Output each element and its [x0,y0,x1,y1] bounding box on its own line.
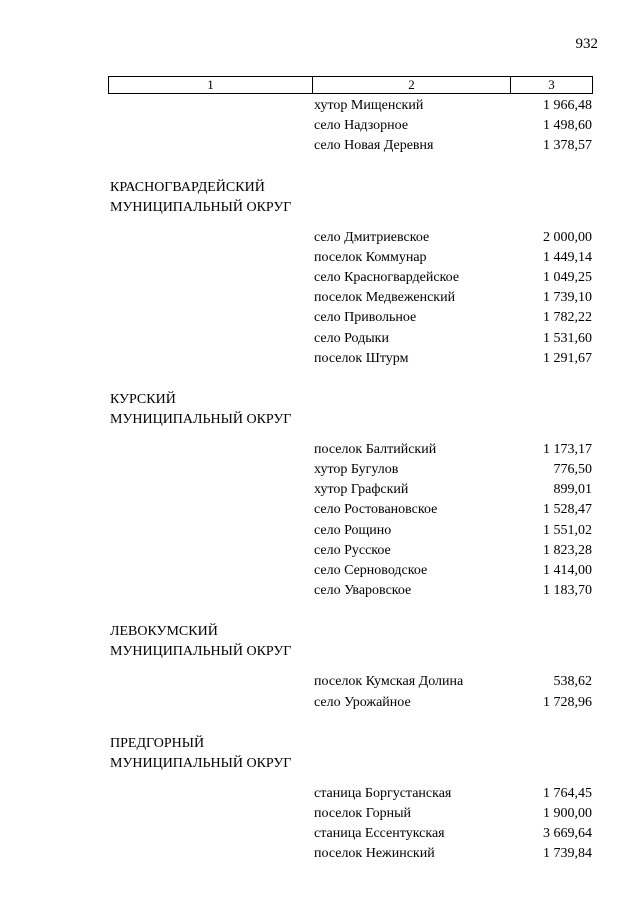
settlement-name: поселок Медвеженский [314,290,456,306]
settlement-name: село Уваровское [314,583,412,599]
settlement-value: 1 782,22 [543,310,592,326]
column-header-1: 1 [109,77,313,94]
settlement-name: станица Боргустанская [314,785,452,801]
settlement-row [0,693,640,713]
district-name: ЛЕВОКУМСКИЙ [110,624,218,640]
settlement-name: поселок Балтийский [314,441,437,457]
district-type: МУНИЦИПАЛЬНЫЙ ОКРУГ [110,644,292,660]
settlement-name: село Рощино [314,522,392,538]
column-header-3: 3 [511,77,593,94]
settlement-value: 1 739,84 [543,846,592,862]
district-type: МУНИЦИПАЛЬНЫЙ ОКРУГ [110,755,292,771]
settlement-name: поселок Нежинский [314,846,435,862]
district-section [0,178,640,369]
settlement-value: 1 764,45 [543,785,592,801]
settlement-row [0,248,640,268]
district-section [0,622,640,712]
settlement-row [0,784,640,804]
settlement-value: 2 000,00 [543,229,592,245]
document-content [0,96,640,865]
settlement-name: село Новая Деревня [314,138,434,154]
settlement-row [0,460,640,480]
settlement-value: 1 531,60 [543,330,592,346]
districts [0,157,640,865]
settlement-name: поселок Коммунар [314,249,427,265]
settlement-row [0,804,640,824]
settlement-row [0,116,640,136]
settlement-value: 1 551,02 [543,522,592,538]
settlement-name: село Надзорное [314,118,409,134]
settlement-row [0,288,640,308]
settlement-name: поселок Горный [314,805,411,821]
settlement-name: хутор Бугулов [314,462,399,478]
settlement-value: 1 378,57 [543,138,592,154]
district-name: КУРСКИЙ [110,391,176,407]
column-header-row [109,77,593,94]
settlement-value: 1 739,10 [543,290,592,306]
district-section [0,390,640,602]
district-type: МУНИЦИПАЛЬНЫЙ ОКРУГ [110,199,292,215]
settlement-value: 1 900,00 [543,805,592,821]
settlement-row [0,581,640,601]
settlement-name: село Ростовановское [314,502,438,518]
settlement-value: 1 498,60 [543,118,592,134]
page-number: 932 [575,36,598,52]
settlement-name: село Русское [314,542,391,558]
district-section [0,734,640,865]
district-name: КРАСНОГВАРДЕЙСКИЙ [110,179,265,195]
settlement-row [0,480,640,500]
district-heading [110,622,640,662]
settlement-row [0,308,640,328]
district-heading [110,390,640,430]
settlement-row [0,672,640,692]
settlement-value: 1 823,28 [543,542,592,558]
settlement-row [0,521,640,541]
district-name: ПРЕДГОРНЫЙ [110,735,205,751]
settlement-name: село Родыки [314,330,389,346]
settlement-value: 538,62 [553,674,592,690]
settlement-value: 3 669,64 [543,826,592,842]
settlement-value: 1 291,67 [543,350,592,366]
settlement-row [0,268,640,288]
settlement-value: 1 728,96 [543,694,592,710]
settlement-name: село Привольное [314,310,417,326]
settlement-row [0,561,640,581]
column-header-2: 2 [313,77,511,94]
settlement-row [0,824,640,844]
district-heading [110,178,640,218]
settlement-row [0,440,640,460]
settlement-value: 1 528,47 [543,502,592,518]
settlement-value: 1 173,17 [543,441,592,457]
district-heading [110,734,640,774]
settlement-name: село Красногвардейское [314,269,460,285]
settlement-row [0,844,640,864]
settlement-value: 1 049,25 [543,269,592,285]
settlement-row [0,228,640,248]
district-type: МУНИЦИПАЛЬНЫЙ ОКРУГ [110,411,292,427]
settlement-row [0,96,640,116]
settlement-name: хутор Мищенский [314,98,424,113]
settlement-value: 1 966,48 [543,98,592,113]
settlement-value: 899,01 [553,482,592,498]
settlement-name: поселок Кумская Долина [314,674,464,690]
settlement-name: хутор Графский [314,482,409,498]
settlement-row [0,500,640,520]
settlement-row [0,541,640,561]
settlement-value: 1 183,70 [543,583,592,599]
settlement-value: 776,50 [553,462,592,478]
settlement-name: поселок Штурм [314,350,409,366]
settlement-value: 1 449,14 [543,249,592,265]
settlement-name: станица Ессентукская [314,826,445,842]
initial-rows [0,96,640,157]
settlement-row [0,329,640,349]
settlement-value: 1 414,00 [543,563,592,578]
settlement-row [0,136,640,156]
settlement-row [0,349,640,369]
settlement-name: село Дмитриевское [314,229,430,245]
column-header-table [108,76,593,94]
settlement-name: село Урожайное [314,694,411,710]
settlement-name: село Серноводское [314,563,428,578]
